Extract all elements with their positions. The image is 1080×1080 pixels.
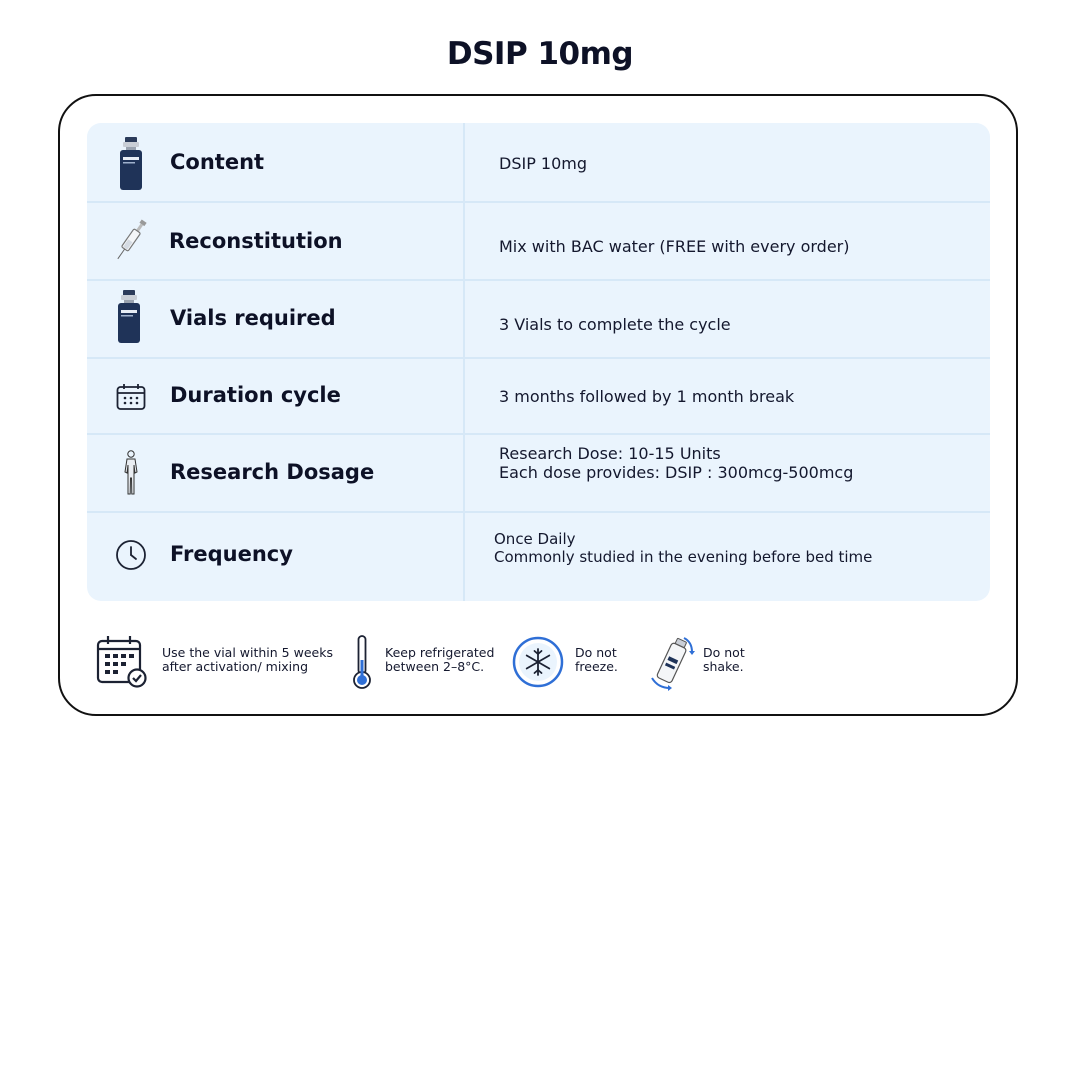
syringe-icon — [111, 215, 151, 265]
row-value-line: Once Daily — [494, 530, 576, 548]
row-label: Vials required — [170, 306, 336, 330]
thermometer-icon — [348, 634, 376, 690]
row-value — [494, 530, 872, 566]
row-value-line: Each dose provides: DSIP : 300mcg-500mcg — [499, 463, 854, 482]
table-row — [87, 279, 990, 357]
note-line: Use the vial within 5 weeks — [162, 645, 333, 660]
row-value — [499, 387, 794, 406]
vial-icon — [109, 290, 149, 344]
note-line: shake. — [703, 659, 744, 674]
shake-vial-icon — [648, 632, 696, 692]
note-line: freeze. — [575, 659, 618, 674]
note-line: between 2–8°C. — [385, 659, 485, 674]
note-line: after activation/ mixing — [162, 659, 309, 674]
note-line: Keep refrigerated — [385, 645, 495, 660]
human-body-icon — [111, 449, 151, 497]
row-label: Research Dosage — [170, 460, 375, 484]
vial-icon — [111, 137, 151, 191]
clock-icon — [111, 539, 151, 571]
table-row — [87, 433, 990, 511]
note-text — [162, 646, 333, 674]
row-value — [499, 154, 587, 173]
row-value — [499, 315, 731, 334]
row-label: Frequency — [170, 542, 293, 566]
snowflake-icon — [512, 636, 564, 688]
row-value-line: DSIP 10mg — [499, 154, 588, 173]
row-value-line: Commonly studied in the evening before bed time — [494, 548, 873, 566]
table-row — [87, 511, 990, 601]
table-row — [87, 123, 990, 201]
note-text — [385, 646, 494, 674]
table-row — [87, 357, 990, 433]
row-value — [499, 237, 850, 256]
info-table — [87, 123, 990, 601]
row-value-line: Research Dose: 10-15 Units — [499, 444, 721, 463]
note-text — [703, 646, 745, 674]
calendar-icon — [111, 381, 151, 413]
row-label: Content — [170, 150, 265, 174]
row-value-line: 3 Vials to complete the cycle — [499, 315, 731, 334]
row-label: Duration cycle — [170, 383, 341, 407]
note-line: Do not — [575, 645, 617, 660]
row-value-line: 3 months followed by 1 month break — [499, 387, 795, 406]
note-text — [575, 646, 618, 674]
calendar-check-icon — [96, 634, 148, 688]
row-value-line: Mix with BAC water (FREE with every order) — [499, 237, 850, 256]
table-row — [87, 201, 990, 279]
row-label: Reconstitution — [169, 229, 343, 253]
page-title: DSIP 10mg — [446, 36, 634, 72]
note-line: Do not — [703, 645, 745, 660]
row-value — [499, 444, 853, 482]
